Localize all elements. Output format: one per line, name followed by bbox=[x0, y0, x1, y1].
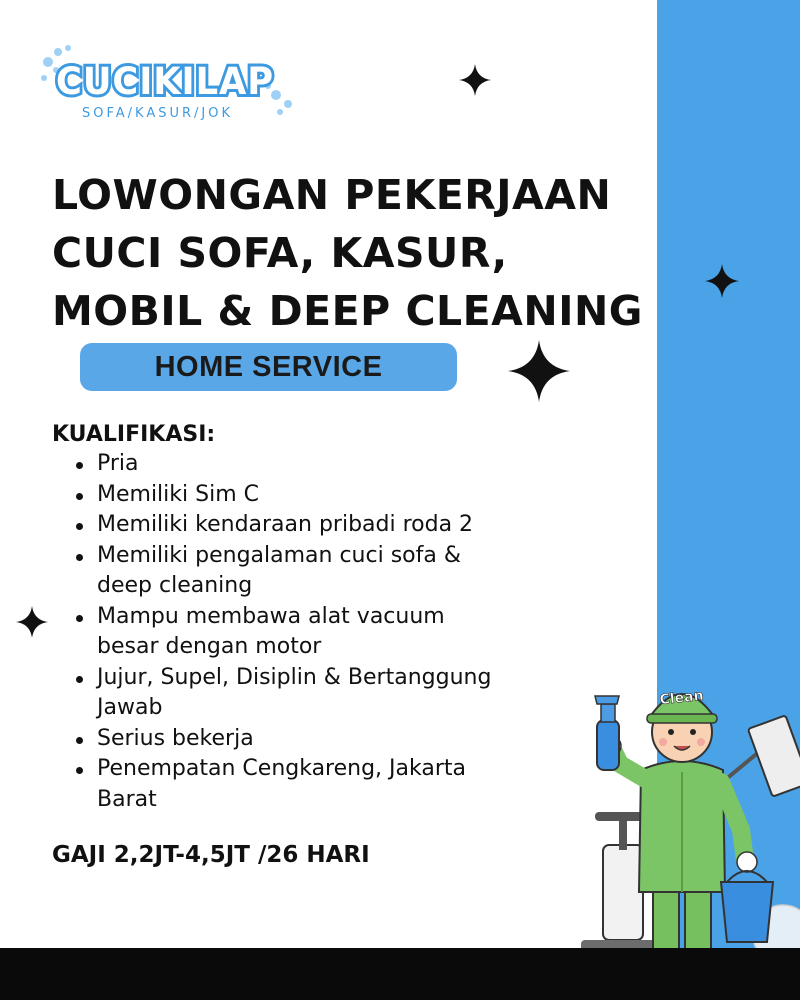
list-item-text: Mampu membawa alat vacuum bbox=[97, 603, 445, 629]
list-item-text: Memiliki kendaraan pribadi roda 2 bbox=[97, 512, 474, 537]
cucikilap-logo bbox=[38, 40, 298, 130]
cleaner-illustration bbox=[575, 660, 800, 990]
list-item-text: Memiliki pengalaman cuci sofa & bbox=[97, 542, 461, 568]
headline-line-2: CUCI SOFA, KASUR, bbox=[52, 229, 508, 277]
home-service-badge bbox=[80, 343, 457, 391]
sparkle-icon bbox=[705, 264, 739, 298]
list-item bbox=[52, 602, 652, 663]
list-item-text: deep cleaning bbox=[97, 573, 253, 598]
list-item-text: Jujur, Supel, Disiplin & Bertanggung bbox=[97, 664, 492, 690]
list-item-text: Pria bbox=[97, 451, 139, 476]
headline-line-1: LOWONGAN PEKERJAAN bbox=[52, 171, 612, 219]
headline-line-3: MOBIL & DEEP CLEANING bbox=[52, 287, 643, 335]
cap-text: Clean bbox=[658, 687, 705, 709]
list-item bbox=[52, 663, 652, 724]
list-item bbox=[52, 754, 652, 815]
list-item-text: besar dengan motor bbox=[97, 634, 322, 659]
headline bbox=[52, 166, 662, 340]
list-item-text: Barat bbox=[97, 786, 157, 812]
sparkle-icon bbox=[16, 606, 48, 638]
list-item bbox=[52, 510, 652, 541]
qualifications-list bbox=[52, 449, 652, 815]
logo-name: CUCIKILAP bbox=[56, 60, 274, 103]
salary-text: GAJI 2,2JT-4,5JT /26 HARI bbox=[52, 842, 370, 868]
sparkle-icon bbox=[508, 340, 570, 402]
qualifications-title: KUALIFIKASI: bbox=[52, 422, 216, 447]
list-item-text: Memiliki Sim C bbox=[97, 481, 259, 507]
list-item bbox=[52, 541, 652, 602]
bottom-bar bbox=[0, 948, 800, 1000]
list-item bbox=[52, 724, 652, 755]
home-service-label: HOME SERVICE bbox=[154, 350, 383, 383]
list-item-text: Serius bekerja bbox=[97, 725, 254, 751]
list-item bbox=[52, 449, 652, 480]
sparkle-icon bbox=[459, 64, 491, 96]
list-item-text: Jawab bbox=[97, 695, 163, 720]
list-item-text: Penempatan Cengkareng, Jakarta bbox=[97, 756, 467, 781]
logo-tagline: SOFA/KASUR/JOK bbox=[82, 106, 234, 121]
list-item bbox=[52, 480, 652, 511]
